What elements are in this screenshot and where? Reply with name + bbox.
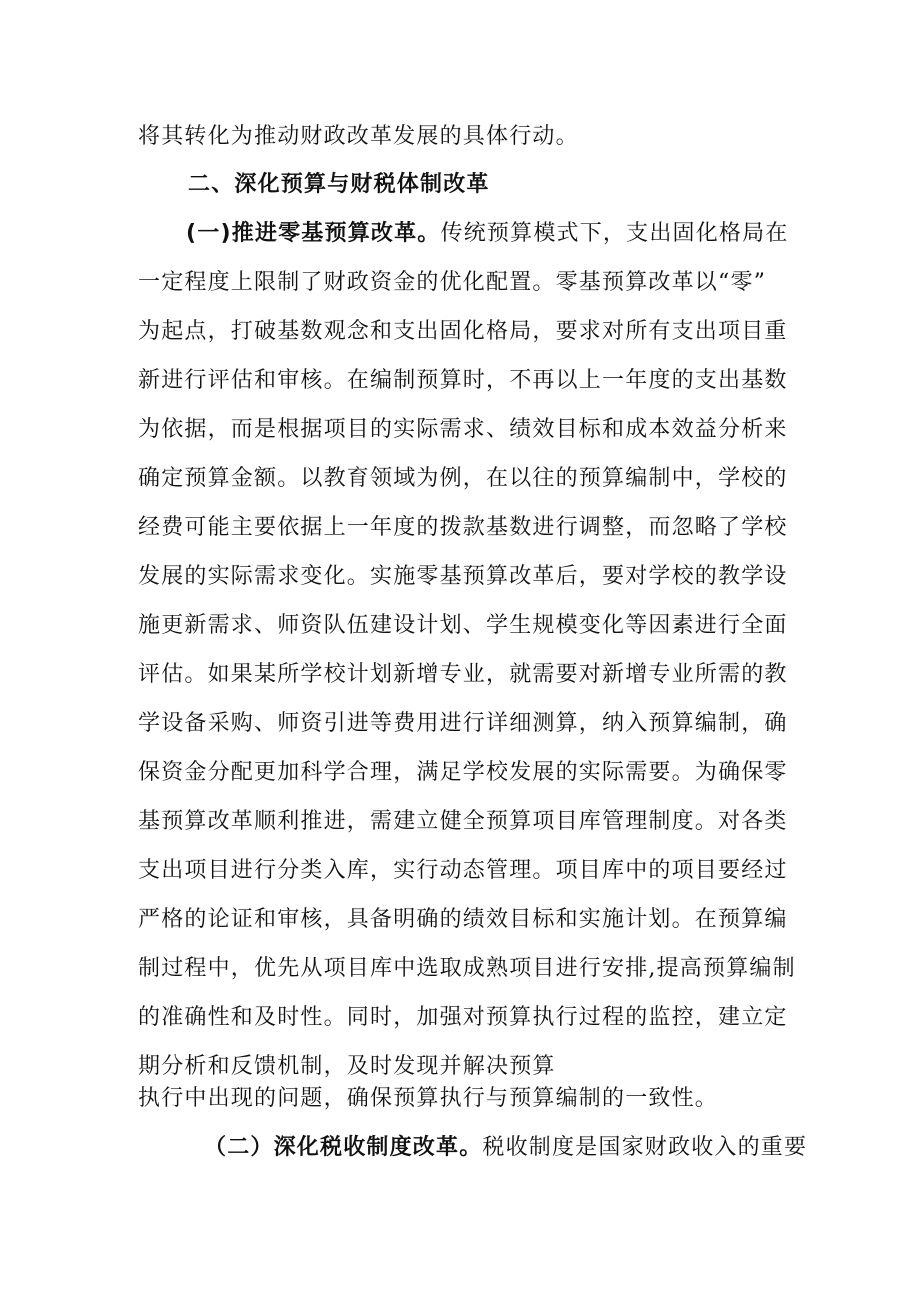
paragraph-lead-title: (一)推进零基预算改革。 [186, 221, 441, 246]
paragraph-line: 评估。如果某所学校计划新增专业，就需要对新增专业所需的教 [138, 662, 788, 687]
paragraph-line: 施更新需求、师资队伍建设计划、学生规模变化等因素进行全面 [138, 613, 788, 638]
paragraph-line: 经费可能主要依据上一年度的拨款基数进行调整，而忽略了学校 [138, 515, 788, 540]
paragraph-line: 为依据，而是根据项目的实际需求、绩效目标和成本效益分析来 [138, 417, 788, 442]
paragraph-line: 期分析和反馈机制，及时发现并解决预算 [138, 1054, 556, 1079]
paragraph-text: 税收制度是国家财政收入的重要 [482, 1135, 808, 1160]
paragraph-line: 将其转化为推动财政改革发展的具体行动。 [138, 124, 579, 149]
paragraph-line: 确定预算金额。以教育领域为例，在以往的预算编制中，学校的 [138, 466, 788, 491]
paragraph-line: 一定程度上限制了财政资金的优化配置。零基预算改革以“零” [138, 270, 767, 295]
paragraph-text: 传统预算模式下，支出固化格局在 [440, 221, 789, 246]
paragraph-line: 制过程中，优先从项目库中选取成熟项目进行安排,提高预算编制 [138, 956, 796, 981]
paragraph-line: 基预算改革顺利推进，需建立健全预算项目库管理制度。对各类 [138, 809, 788, 834]
paragraph-line: 保资金分配更加科学合理，满足学校发展的实际需要。为确保零 [138, 760, 788, 785]
section-heading: 二、深化预算与财税体制改革 [188, 172, 490, 197]
paragraph-line: 新进行评估和审核。在编制预算时，不再以上一年度的支出基数 [138, 368, 788, 393]
paragraph-first-line [204, 1133, 807, 1163]
paragraph-first-line [186, 219, 789, 249]
paragraph-line: 严格的论证和审核，具备明确的绩效目标和实施计划。在预算编 [138, 907, 788, 932]
paragraph-line: 的准确性和及时性。同时，加强对预算执行过程的监控，建立定 [138, 1005, 788, 1030]
paragraph-line: 发展的实际需求变化。实施零基预算改革后，要对学校的教学设 [138, 564, 788, 589]
paragraph-lead-title: （二）深化税收制度改革。 [204, 1135, 483, 1160]
paragraph-line: 学设备采购、师资引进等费用进行详细测算，纳入预算编制，确 [138, 711, 788, 736]
paragraph-line: 执行中出现的问题，确保预算执行与预算编制的一致性。 [138, 1086, 719, 1111]
paragraph-line: 支出项目进行分类入库，实行动态管理。项目库中的项目要经过 [138, 858, 788, 883]
paragraph-line: 为起点，打破基数观念和支出固化格局，要求对所有支出项目重 [138, 319, 788, 344]
